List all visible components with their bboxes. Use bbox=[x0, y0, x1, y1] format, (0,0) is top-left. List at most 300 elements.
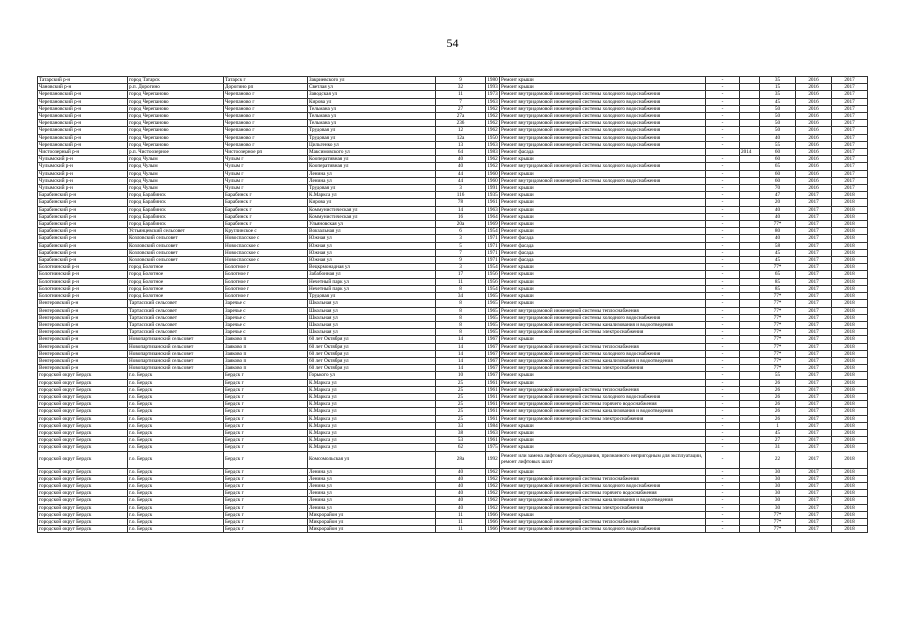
locality-cell: Чистоозерное рп bbox=[224, 149, 308, 156]
municipality-cell: Козловский сельсовет bbox=[128, 257, 224, 264]
locality-cell: Барабинск г bbox=[224, 199, 308, 206]
municipality-cell: г.о. Бердск bbox=[128, 429, 224, 436]
locality-cell: Заречье с bbox=[224, 329, 308, 336]
table-row bbox=[38, 271, 868, 278]
house-number-cell: 16 bbox=[436, 213, 486, 220]
street-cell: Микрорайон ул bbox=[308, 526, 436, 533]
dash-cell: - bbox=[706, 468, 740, 475]
table-row bbox=[38, 490, 868, 497]
extra-year-cell bbox=[740, 518, 760, 525]
street-cell: Южная ул bbox=[308, 235, 436, 242]
street-cell: Школьная ул bbox=[308, 307, 436, 314]
table-row bbox=[38, 149, 868, 156]
municipality-cell: Новопартизанский сельсовет bbox=[128, 350, 224, 357]
street-cell: Трудовая ул bbox=[308, 134, 436, 141]
table-row bbox=[38, 235, 868, 242]
locality-cell: Болотное г bbox=[224, 271, 308, 278]
municipality-cell: г.о. Бердск bbox=[128, 511, 224, 518]
value-cell: 30 bbox=[760, 497, 796, 504]
build-year-cell: 1962 bbox=[487, 163, 498, 170]
start-year-cell: 2017 bbox=[796, 393, 832, 400]
municipality-cell: г.о. Бердск bbox=[128, 379, 224, 386]
build-year-cell: 1956 bbox=[487, 271, 498, 278]
dash-cell: - bbox=[706, 199, 740, 206]
table-row bbox=[38, 221, 868, 228]
extra-year-cell bbox=[740, 98, 760, 105]
street-cell: Ленина ул bbox=[308, 482, 436, 489]
build-year-cell: 1992 bbox=[486, 451, 500, 468]
table-row bbox=[38, 141, 868, 148]
locality-cell: Черепаново г bbox=[224, 127, 308, 134]
start-year-cell: 2017 bbox=[796, 264, 832, 271]
house-number-cell: 25 bbox=[436, 408, 486, 415]
district-cell: городской округ Бердск bbox=[38, 408, 128, 415]
house-number-cell: 25 bbox=[436, 415, 486, 422]
municipality-cell: Новопартизанский сельсовет bbox=[128, 365, 224, 372]
district-cell: Черепановский р-н bbox=[38, 120, 128, 127]
municipality-cell: Тартасский сельсовет bbox=[128, 314, 224, 321]
dash-cell: - bbox=[706, 91, 740, 98]
end-year-cell: 2018 bbox=[832, 490, 868, 497]
district-cell: Черепановский р-н bbox=[38, 141, 128, 148]
municipality-cell: город Чулым bbox=[128, 156, 224, 163]
dash-cell: - bbox=[706, 285, 740, 292]
work-type-cell: Ремонт внутридомовой инженерной системы канализования и водоотведения bbox=[500, 357, 706, 364]
end-year-cell: 2018 bbox=[832, 350, 868, 357]
table-body bbox=[38, 77, 868, 533]
end-year-cell: 2018 bbox=[832, 221, 868, 228]
dash-cell: - bbox=[706, 429, 740, 436]
dash-cell: - bbox=[706, 84, 740, 91]
district-cell: городской округ Бердск bbox=[38, 444, 128, 451]
work-type-cell: Ремонт внутридомовой инженерной системы канализования и водоотведения bbox=[500, 497, 706, 504]
value-cell: 50 bbox=[760, 127, 796, 134]
dash-cell: - bbox=[706, 120, 740, 127]
municipality-cell: город Черепаново bbox=[128, 127, 224, 134]
start-year-cell: 2016 bbox=[796, 120, 832, 127]
work-type-cell: Ремонт внутридомовой инженерной системы электроснабжения bbox=[500, 329, 706, 336]
value-cell: 65 bbox=[760, 271, 796, 278]
extra-year-cell bbox=[740, 91, 760, 98]
dash-cell: - bbox=[706, 329, 740, 336]
street-cell: Цильгенко ул bbox=[308, 141, 436, 148]
district-cell: городской округ Бердск bbox=[38, 518, 128, 525]
street-cell: Южная ул bbox=[308, 242, 436, 249]
start-year-cell: 2017 bbox=[796, 429, 832, 436]
value-cell: 26 bbox=[760, 415, 796, 422]
work-type-cell: Ремонт внутридомовой инженерной системы электроснабжения bbox=[500, 415, 706, 422]
locality-cell: Заяково п bbox=[224, 365, 308, 372]
start-year-cell: 2017 bbox=[796, 336, 832, 343]
municipality-cell: г.о. Бердск bbox=[128, 372, 224, 379]
build-year-cell: 1965 bbox=[487, 329, 498, 336]
municipality-cell: город Болотное bbox=[128, 271, 224, 278]
municipality-cell: город Болотное bbox=[128, 264, 224, 271]
locality-cell: Бердск г bbox=[224, 444, 308, 451]
extra-year-cell bbox=[740, 468, 760, 475]
work-type-cell: Ремонт крыши bbox=[500, 170, 706, 177]
dash-cell: - bbox=[706, 518, 740, 525]
extra-year-cell bbox=[740, 156, 760, 163]
district-cell: Татарский р-н bbox=[38, 77, 128, 84]
end-year-cell: 2018 bbox=[832, 437, 868, 444]
dash-cell: - bbox=[706, 221, 740, 228]
build-year-cell: 1963 bbox=[487, 141, 498, 148]
district-cell: Чановский р-н bbox=[38, 84, 128, 91]
extra-year-cell bbox=[740, 242, 760, 249]
locality-cell: Татарск г bbox=[224, 77, 308, 84]
build-year-cell: 1967 bbox=[487, 343, 498, 350]
house-number-cell: 40 bbox=[436, 163, 486, 170]
value-cell: 30 bbox=[760, 482, 796, 489]
work-type-cell: Ремонт крыши bbox=[500, 213, 706, 220]
work-type-cell: Ремонт крыши bbox=[500, 228, 706, 235]
work-type-cell: Ремонт фасада bbox=[500, 257, 706, 264]
dash-cell: - bbox=[706, 437, 740, 444]
house-number-cell: 8 bbox=[436, 314, 486, 321]
build-year-cell: 1962 bbox=[487, 105, 498, 112]
end-year-cell: 2018 bbox=[832, 393, 868, 400]
end-year-cell: 2018 bbox=[832, 271, 868, 278]
house-number-cell: 27а bbox=[436, 113, 486, 120]
page-number: 54 bbox=[446, 36, 459, 50]
build-year-cell: 1963 bbox=[487, 206, 498, 213]
house-number-cell: 3 bbox=[436, 264, 486, 271]
table-row bbox=[38, 293, 868, 300]
end-year-cell: 2018 bbox=[832, 300, 868, 307]
work-type-cell: Ремонт внутридомовой инженерной системы холодного водоснабжения bbox=[500, 482, 706, 489]
start-year-cell: 2017 bbox=[796, 511, 832, 518]
street-cell: К.Маркса ул bbox=[308, 422, 436, 429]
municipality-cell: город Барабинск bbox=[128, 221, 224, 228]
locality-cell: Бердск г bbox=[224, 429, 308, 436]
district-cell: Венгеровский р-н bbox=[38, 321, 128, 328]
extra-year-cell bbox=[740, 314, 760, 321]
district-cell: Барабинский р-н bbox=[38, 228, 128, 235]
district-cell: Венгеровский р-н bbox=[38, 314, 128, 321]
start-year-cell: 2017 bbox=[796, 357, 832, 364]
start-year-cell: 2017 bbox=[796, 249, 832, 256]
locality-cell: Бердск г bbox=[224, 497, 308, 504]
dash-cell: - bbox=[706, 249, 740, 256]
locality-cell: Бердск г bbox=[224, 415, 308, 422]
house-number-cell: 11 bbox=[436, 278, 486, 285]
start-year-cell: 2017 bbox=[796, 415, 832, 422]
dash-cell: - bbox=[706, 386, 740, 393]
district-cell: Болотнинский р-н bbox=[38, 278, 128, 285]
house-number-cell: 14 bbox=[436, 357, 486, 364]
end-year-cell: 2018 bbox=[832, 321, 868, 328]
dash-cell: - bbox=[706, 235, 740, 242]
end-year-cell: 2018 bbox=[832, 372, 868, 379]
table-row bbox=[38, 199, 868, 206]
table-row bbox=[38, 329, 868, 336]
locality-cell: Круглинское с bbox=[224, 228, 308, 235]
table-row bbox=[38, 350, 868, 357]
house-number-cell: 27 bbox=[436, 105, 486, 112]
start-year-cell: 2017 bbox=[796, 422, 832, 429]
work-type-cell: Ремонт внутридомовой инженерной системы теплоснабжения bbox=[500, 307, 706, 314]
extra-year-cell bbox=[740, 293, 760, 300]
extra-year-cell bbox=[740, 415, 760, 422]
table-row bbox=[38, 379, 868, 386]
table-row bbox=[38, 372, 868, 379]
municipality-cell: г.о. Бердск bbox=[128, 490, 224, 497]
value-cell: 77* bbox=[760, 329, 796, 336]
build-year-cell: 1973 bbox=[487, 91, 498, 98]
house-number-cell: 44 bbox=[436, 170, 486, 177]
work-type-cell: Ремонт внутридомовой инженерной системы холодного водоснабжения bbox=[500, 163, 706, 170]
locality-cell: Чулым г bbox=[224, 156, 308, 163]
municipality-cell: г.о. Бердск bbox=[128, 475, 224, 482]
municipality-cell: р.п. Дорогино bbox=[128, 84, 224, 91]
district-cell: Барабинский р-н bbox=[38, 199, 128, 206]
work-type-cell: Ремонт внутридомовой инженерной системы холодного водоснабжения bbox=[500, 91, 706, 98]
street-cell: Школьная ул bbox=[308, 300, 436, 307]
build-year-cell: 1954 bbox=[487, 285, 498, 292]
end-year-cell: 2017 bbox=[832, 105, 868, 112]
value-cell: 45 bbox=[760, 98, 796, 105]
municipality-cell: г.о. Бердск bbox=[128, 422, 224, 429]
build-year-cell: 1971 bbox=[487, 249, 498, 256]
street-cell: Нечетный парк ул bbox=[308, 285, 436, 292]
district-cell: Чистоозерный р-н bbox=[38, 149, 128, 156]
table-row bbox=[38, 127, 868, 134]
work-type-cell: Ремонт внутридомовой инженерной системы холодного водоснабжения bbox=[500, 113, 706, 120]
work-type-cell: Ремонт крыши bbox=[500, 278, 706, 285]
locality-cell: Барабинск г bbox=[224, 213, 308, 220]
street-cell: Комсомольская ул bbox=[308, 451, 436, 468]
table-row bbox=[38, 91, 868, 98]
value-cell: 77* bbox=[760, 300, 796, 307]
district-cell: городской округ Бердск bbox=[38, 468, 128, 475]
district-cell: Венгеровский р-н bbox=[38, 343, 128, 350]
district-cell: Чулымский р-н bbox=[38, 163, 128, 170]
house-number-cell: 3 bbox=[436, 185, 486, 192]
extra-year-cell bbox=[740, 257, 760, 264]
extra-year-cell bbox=[740, 170, 760, 177]
value-cell: 47 bbox=[760, 192, 796, 199]
extra-year-cell bbox=[740, 482, 760, 489]
work-type-cell: Ремонт внутридомовой инженерной системы горячего водоснабжения bbox=[500, 401, 706, 408]
build-year-cell: 1969 bbox=[487, 221, 498, 228]
work-type-cell: Ремонт крыши bbox=[500, 468, 706, 475]
municipality-cell: город Чулым bbox=[128, 185, 224, 192]
extra-year-cell bbox=[740, 127, 760, 134]
extra-year-cell bbox=[740, 422, 760, 429]
work-type-cell: Ремонт крыши bbox=[500, 77, 706, 84]
district-cell: Болотнинский р-н bbox=[38, 271, 128, 278]
start-year-cell: 2017 bbox=[796, 221, 832, 228]
table-row bbox=[38, 206, 868, 213]
work-type-cell: Ремонт крыши bbox=[500, 199, 706, 206]
house-number-cell: 14 bbox=[436, 350, 486, 357]
extra-year-cell bbox=[740, 393, 760, 400]
build-year-cell: 1965 bbox=[487, 300, 498, 307]
work-type-cell: Ремонт крыши bbox=[500, 285, 706, 292]
value-cell: 60 bbox=[760, 177, 796, 184]
work-type-cell: Ремонт фасада bbox=[500, 249, 706, 256]
end-year-cell: 2017 bbox=[832, 170, 868, 177]
work-type-cell: Ремонт крыши bbox=[500, 300, 706, 307]
build-year-cell: 1962 bbox=[487, 468, 498, 475]
extra-year-cell bbox=[740, 511, 760, 518]
house-number-cell: 3 bbox=[436, 235, 486, 242]
value-cell: 26 bbox=[760, 393, 796, 400]
dash-cell: - bbox=[706, 98, 740, 105]
value-cell: 26 bbox=[760, 401, 796, 408]
work-type-cell: Ремонт внутридомовой инженерной системы теплоснабжения bbox=[500, 343, 706, 350]
locality-cell: Болотное г bbox=[224, 278, 308, 285]
value-cell: 30 bbox=[760, 468, 796, 475]
work-type-cell: Ремонт внутридомовой инженерной системы холодного водоснабжения bbox=[500, 526, 706, 533]
street-cell: К.Маркса ул bbox=[308, 393, 436, 400]
street-cell: Светлая ул bbox=[308, 84, 436, 91]
district-cell: Болотнинский р-н bbox=[38, 285, 128, 292]
value-cell: 22 bbox=[760, 451, 796, 468]
street-cell: Заводская ул bbox=[308, 91, 436, 98]
locality-cell: Заречье с bbox=[224, 321, 308, 328]
locality-cell: Бердск г bbox=[224, 386, 308, 393]
municipality-cell: г.о. Бердск bbox=[128, 393, 224, 400]
build-year-cell: 1962 bbox=[487, 497, 498, 504]
municipality-cell: г.о. Бердск bbox=[128, 497, 224, 504]
municipality-cell: Новопартизанский сельсовет bbox=[128, 343, 224, 350]
district-cell: Чулымский р-н bbox=[38, 177, 128, 184]
extra-year-cell bbox=[740, 437, 760, 444]
build-year-cell: 1962 bbox=[487, 475, 498, 482]
district-cell: Венгеровский р-н bbox=[38, 300, 128, 307]
locality-cell: Новоспасское с bbox=[224, 235, 308, 242]
street-cell: Кирова ул bbox=[308, 98, 436, 105]
district-cell: городской округ Бердск bbox=[38, 386, 128, 393]
table-row bbox=[38, 444, 868, 451]
district-cell: Болотнинский р-н bbox=[38, 264, 128, 271]
end-year-cell: 2018 bbox=[832, 206, 868, 213]
end-year-cell: 2018 bbox=[832, 242, 868, 249]
table-row bbox=[38, 393, 868, 400]
municipality-cell: Тартасский сельсовет bbox=[128, 307, 224, 314]
table-row bbox=[38, 156, 868, 163]
value-cell: 58 bbox=[760, 242, 796, 249]
locality-cell: Бердск г bbox=[224, 401, 308, 408]
build-year-cell: 1961 bbox=[487, 437, 498, 444]
street-cell: Закриевского ул bbox=[308, 77, 436, 84]
locality-cell: Бердск г bbox=[224, 468, 308, 475]
work-type-cell: Ремонт крыши bbox=[500, 293, 706, 300]
municipality-cell: г.о. Бердск bbox=[128, 401, 224, 408]
value-cell: 70 bbox=[760, 185, 796, 192]
dash-cell bbox=[706, 149, 740, 156]
value-cell: 77* bbox=[760, 511, 796, 518]
dash-cell: - bbox=[706, 141, 740, 148]
locality-cell: Бердск г bbox=[224, 504, 308, 511]
start-year-cell: 2017 bbox=[796, 490, 832, 497]
municipality-cell: город Черепаново bbox=[128, 105, 224, 112]
street-cell: Кооперативная ул bbox=[308, 163, 436, 170]
end-year-cell: 2017 bbox=[832, 113, 868, 120]
district-cell: Венгеровский р-н bbox=[38, 307, 128, 314]
municipality-cell: г.о. Бердск bbox=[128, 468, 224, 475]
district-cell: Черепановский р-н bbox=[38, 91, 128, 98]
build-year-cell: 1975 bbox=[487, 444, 498, 451]
build-year-cell: 1984 bbox=[487, 422, 498, 429]
start-year-cell: 2017 bbox=[796, 285, 832, 292]
start-year-cell: 2017 bbox=[796, 242, 832, 249]
start-year-cell: 2016 bbox=[796, 141, 832, 148]
start-year-cell: 2017 bbox=[796, 365, 832, 372]
dash-cell: - bbox=[706, 336, 740, 343]
start-year-cell: 2017 bbox=[796, 321, 832, 328]
end-year-cell: 2017 bbox=[832, 98, 868, 105]
district-cell: Барабинский р-н bbox=[38, 249, 128, 256]
work-type-cell: Ремонт крыши bbox=[500, 264, 706, 271]
start-year-cell: 2017 bbox=[796, 300, 832, 307]
work-type-cell: Ремонт крыши bbox=[500, 156, 706, 163]
end-year-cell: 2018 bbox=[832, 429, 868, 436]
start-year-cell: 2017 bbox=[796, 451, 832, 468]
dash-cell: - bbox=[706, 278, 740, 285]
build-year-cell: 1965 bbox=[487, 293, 498, 300]
locality-cell: Бердск г bbox=[224, 526, 308, 533]
extra-year-cell bbox=[740, 199, 760, 206]
street-cell: 60 лет Октября ул bbox=[308, 357, 436, 364]
start-year-cell: 2016 bbox=[796, 149, 832, 156]
municipality-cell: Новопартизанский сельсовет bbox=[128, 336, 224, 343]
work-type-cell: Ремонт внутридомовой инженерной системы холодного водоснабжения bbox=[500, 134, 706, 141]
start-year-cell: 2017 bbox=[796, 257, 832, 264]
municipality-cell: город Барабинск bbox=[128, 192, 224, 199]
house-number-cell: 12 bbox=[436, 127, 486, 134]
district-cell: Венгеровский р-н bbox=[38, 357, 128, 364]
extra-year-cell bbox=[740, 300, 760, 307]
table-row bbox=[38, 386, 868, 393]
locality-cell: Новоспасское с bbox=[224, 242, 308, 249]
house-number-cell: 6 bbox=[436, 228, 486, 235]
house-number-cell: 40 bbox=[436, 468, 486, 475]
end-year-cell: 2017 bbox=[832, 149, 868, 156]
dash-cell: - bbox=[706, 343, 740, 350]
house-number-cell: 8 bbox=[436, 321, 486, 328]
dash-cell: - bbox=[706, 163, 740, 170]
house-number-cell: 13 bbox=[436, 141, 486, 148]
street-cell: Южная ул bbox=[308, 249, 436, 256]
municipality-cell: г.о. Бердск bbox=[128, 451, 224, 468]
locality-cell: Чулым г bbox=[224, 163, 308, 170]
work-type-cell: Ремонт внутридомовой инженерной системы холодного водоснабжения bbox=[500, 141, 706, 148]
value-cell: 45 bbox=[760, 257, 796, 264]
dash-cell: - bbox=[706, 242, 740, 249]
build-year-cell: 1963 bbox=[487, 429, 498, 436]
dash-cell: - bbox=[706, 156, 740, 163]
end-year-cell: 2018 bbox=[832, 249, 868, 256]
street-cell: К.Маркса ул bbox=[308, 429, 436, 436]
house-number-cell: 53 bbox=[436, 437, 486, 444]
start-year-cell: 2017 bbox=[796, 314, 832, 321]
municipality-cell: г.о. Бердск bbox=[128, 437, 224, 444]
value-cell: 60 bbox=[760, 156, 796, 163]
street-cell: 60 лет Октября ул bbox=[308, 336, 436, 343]
municipality-cell: город Барабинск bbox=[128, 213, 224, 220]
table-row bbox=[38, 105, 868, 112]
work-type-cell: Ремонт внутридомовой инженерной системы электроснабжения bbox=[500, 365, 706, 372]
municipality-cell: город Барабинск bbox=[128, 199, 224, 206]
table-row bbox=[38, 98, 868, 105]
value-cell: 60 bbox=[760, 170, 796, 177]
end-year-cell: 2017 bbox=[832, 120, 868, 127]
start-year-cell: 2017 bbox=[796, 228, 832, 235]
table-row bbox=[38, 264, 868, 271]
